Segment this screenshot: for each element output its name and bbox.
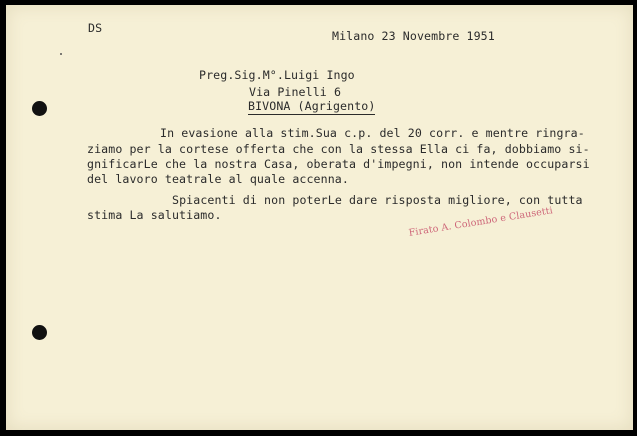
- punch-hole-top: [32, 101, 47, 116]
- body-line: stima La salutiamo.: [87, 208, 222, 222]
- recipient-street: Via Pinelli 6: [249, 85, 342, 99]
- paper-speck: [60, 53, 62, 55]
- document-initials: DS: [88, 21, 103, 35]
- body-line: Spiacenti di non poterLe dare risposta migliore, con tutta: [172, 193, 583, 207]
- punch-hole-bottom: [32, 325, 47, 340]
- body-line: gnificarLe che la nostra Casa, oberata d'impegni, non intende occuparsi: [87, 157, 590, 171]
- body-line: ziamo per la cortese offerta che con la stessa Ella ci fa, dobbiamo si-: [87, 142, 590, 156]
- recipient-name: Preg.Sig.M°.Luigi Ingo: [199, 68, 355, 82]
- date-line: Milano 23 Novembre 1951: [332, 29, 495, 43]
- letter-sheet: [6, 5, 633, 430]
- body-line: del lavoro teatrale al quale accenna.: [87, 172, 349, 186]
- signature-stamp: Firato A. Colombo e Clausetti: [408, 205, 554, 239]
- recipient-city: BIVONA (Agrigento): [248, 99, 376, 113]
- body-line: In evasione alla stim.Sua c.p. del 20 corr. e mentre ringra-: [160, 126, 585, 140]
